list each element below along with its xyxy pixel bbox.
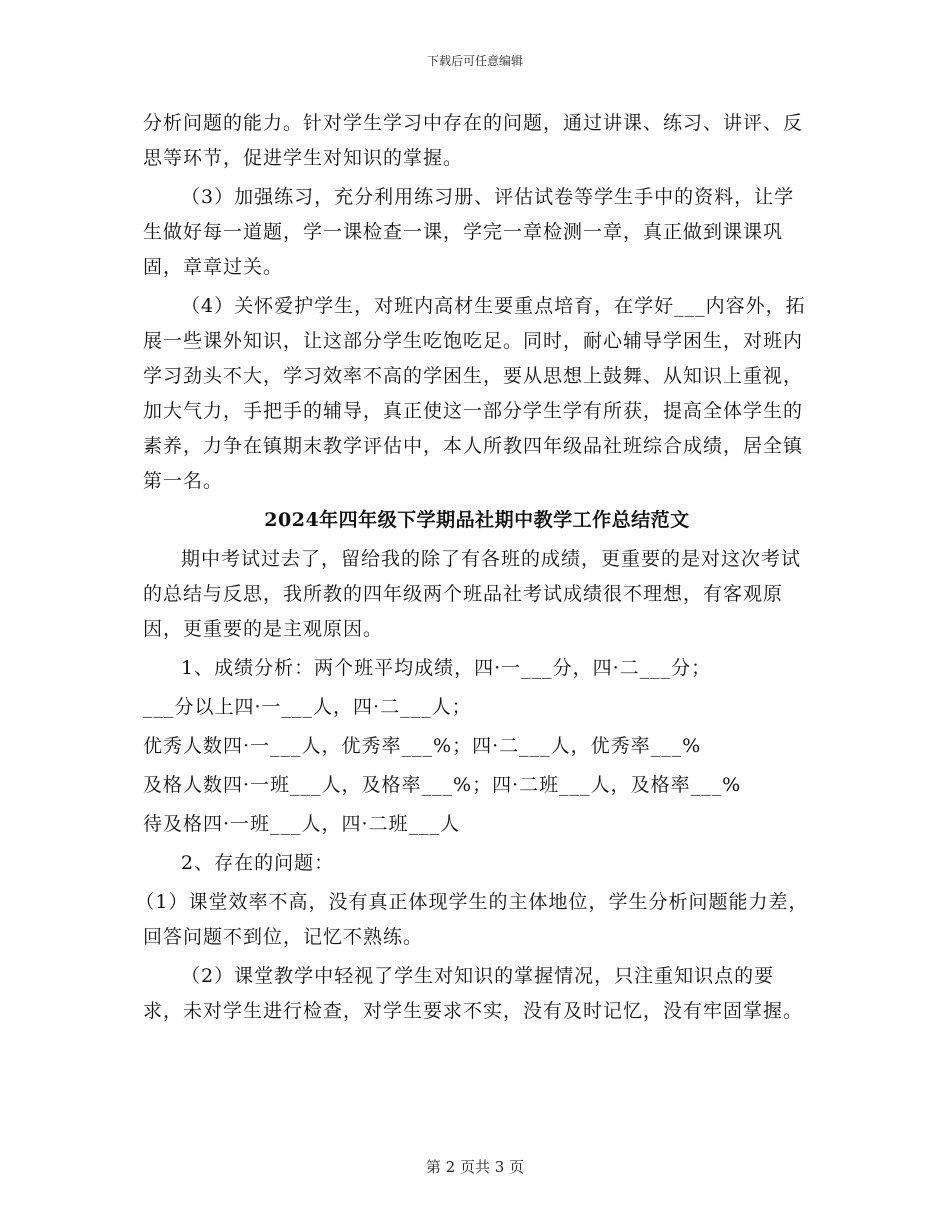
paragraph: 分析问题的能力。针对学生学习中存在的问题，通过讲课、练习、讲评、反思等环节，促进学生对知识的掌握。 (143, 112, 804, 169)
paragraph: （4）关怀爱护学生，对班内高材生要重点培育，在学好___内容外，拓展一些课外知识，让这部分学生吃饱吃足。同时，耐心辅导学困生，对班内学习劲头不大，学习效率不高的学困生，要从思想上鼓舞、从知识上重视，加大气力，手把手的辅导，真正使这一部分学生学有所获，提高全体学生的素养，力争在镇期末教学评估中，本人所教四年级品社班综合成绩，居全镇第一名。 (143, 295, 806, 492)
document-body (135, 106, 811, 1029)
paragraph: （3）加强练习，充分利用练习册、评估试卷等学生手中的资料，让学生做好每一道题，学一课检查一课，学完一章检测一章，真正做到课课巩固，章章过关。 (143, 186, 795, 278)
page-footer: 第 2 页共 3 页 (425, 1158, 525, 1176)
paragraph: ___分以上四·一___人，四·二___人； (143, 696, 472, 718)
section-title: 2024年四年级下学期品社期中教学工作总结范文 (264, 509, 690, 531)
paragraph: 1、成绩分析：两个班平均成绩，四·一___分，四·二___分； (181, 657, 712, 679)
paragraph: 及格人数四·一班___人，及格率___%；四·二班___人，及格率___% (143, 774, 742, 796)
paragraph: 优秀人数四·一___人，优秀率___%；四·二___人，优秀率___% (143, 735, 702, 757)
paragraph: 期中考试过去了，留给我的除了有各班的成绩，更重要的是对这次考试的总结与反思，我所教的四年级两个班品社考试成绩很不理想，有客观原因，更重要的是主观原因。 (143, 548, 802, 640)
paragraph: 2、存在的问题： (181, 852, 335, 874)
page-header: 下载后可任意编辑 (426, 54, 523, 68)
paragraph: （1）课堂效率不高，没有真正体现学生的主体地位，学生分析问题能力差，回答问题不到位，记忆不熟练。 (135, 891, 809, 948)
paragraph: （2）课堂教学中轻视了学生对知识的掌握情况，只注重知识点的要求，未对学生进行检查，对学生要求不实，没有及时记忆，没有牢固掌握。 (143, 965, 804, 1022)
paragraph: 待及格四·一班___人，四·二班___人 (143, 813, 461, 835)
